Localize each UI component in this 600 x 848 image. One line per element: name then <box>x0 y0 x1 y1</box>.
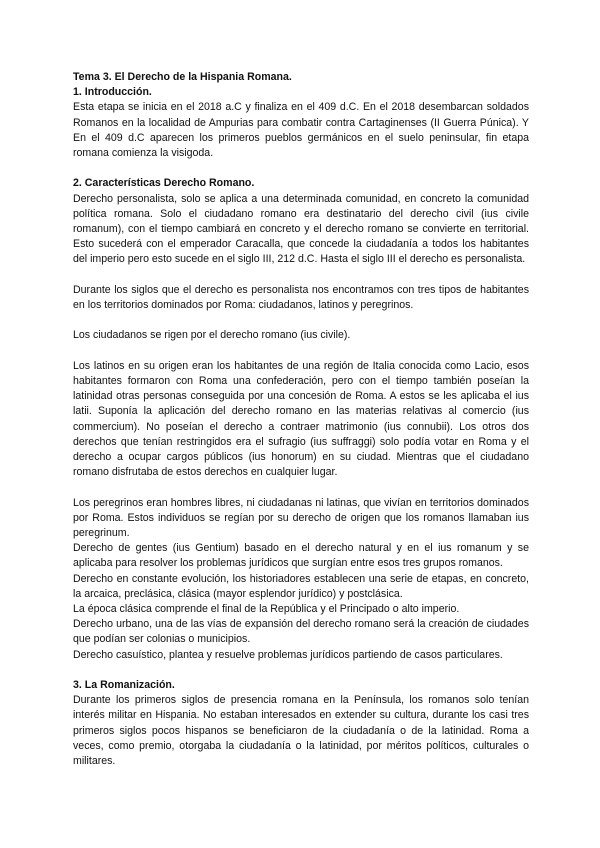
section-heading-introduccion: 1. Introducción. <box>73 86 152 99</box>
paragraph: Durante los siglos que el derecho es personalista nos encontramos con tres tipos de habitantes en los territorios dominados por Roma: ciudadanos, latinos y peregrinos. <box>73 283 529 312</box>
paragraph: Los peregrinos eran hombres libres, ni ciudadanas ni latinas, que vivían en territorios dominados por Roma. Estos individuos se regían por su derecho de origen que los romanos llamaban ius peregrinum. <box>73 496 529 540</box>
paragraph: Derecho de gentes (ius Gentium) basado en el derecho natural y en el ius romanum y se aplicaba para resolver los problemas jurídicos que surgían entre esos tres grupos romanos. <box>73 542 529 570</box>
paragraph: Esta etapa se inicia en el 2018 a.C y finaliza en el 409 d.C. En el 2018 desembarcan soldados Romanos en la localidad de Ampurias para combatir contra Cartaginenses (II Guerra Púnica). Y En el 409 d.C aparecen los primeros pueblos germánicos en el suelo peninsular, fin etapa romana comienza la visigoda. <box>73 101 529 160</box>
paragraph: Derecho en constante evolución, los historiadores establecen una serie de etapas, en concreto, la arcaica, preclásica, clásica (mayor esplendor jurídico) y postclásica. <box>73 572 529 600</box>
paragraph: Los ciudadanos se rigen por el derecho romano (ius civile). <box>73 329 351 342</box>
paragraph: Derecho personalista, solo se aplica a una determinada comunidad, en concreto la comunidad política romana. Solo el ciudadano romano era destinatario del derecho civil (ius civile romanum), con el tiempo cambiará en concreto y el derecho romano se convierte en territorial. Esto sucederá con el emperador Caracalla, que concede la ciudadanía a todos los habitantes del imperio pero esto sucede en el siglo III, 212 d.C. Hasta el siglo III el derecho es personalista. <box>73 192 529 266</box>
paragraph: La época clásica comprende el final de la República y el Principado o alto imperio. <box>73 603 460 616</box>
paragraph: Derecho urbano, una de las vías de expansión del derecho romano será la creación de ciudades que podían ser colonias o municipios. <box>73 618 529 646</box>
section-heading-romanizacion: 3. La Romanización. <box>73 679 175 692</box>
paragraph: Durante los primeros siglos de presencia romana en la Península, los romanos solo tenían interés militar en Hispania. No estaban interesados en extender su cultura, durante los casi tres primeros siglos pocos hispanos se beneficiaron de la ciudadanía o de la latinidad. Roma a veces, como premio, otorgaba la ciudadanía o la latinidad, por méritos políticos, culturales o militares. <box>73 694 529 768</box>
section-heading-caracteristicas: 2. Características Derecho Romano. <box>73 177 255 190</box>
paragraph: Derecho casuístico, plantea y resuelve problemas jurídicos partiendo de casos particulares. <box>73 648 503 661</box>
document-body <box>73 70 529 769</box>
paragraph: Los latinos en su origen eran los habitantes de una región de Italia conocida como Lacio, esos habitantes formaron con Roma una confederación, pero con el tiempo también poseían la latinidad otras personas conseguida por una concesión de Roma. A estos se les aplicaba el ius latii. Suponía la aplicación del derecho romano en las materias relativas al comercio (ius commercium). No poseían el derecho a contraer matrimonio (ius connubii). Los otros dos derechos que tenían restringidos era el sufragio (ius suffraggi) solo podía votar en Roma y el derecho a ocupar cargos públicos (ius honorum) en su ciudad. Mientras que el ciudadano romano disfrutaba de estos derechos en cualquier lugar. <box>73 359 529 479</box>
document-title: Tema 3. El Derecho de la Hispania Romana. <box>73 71 292 83</box>
